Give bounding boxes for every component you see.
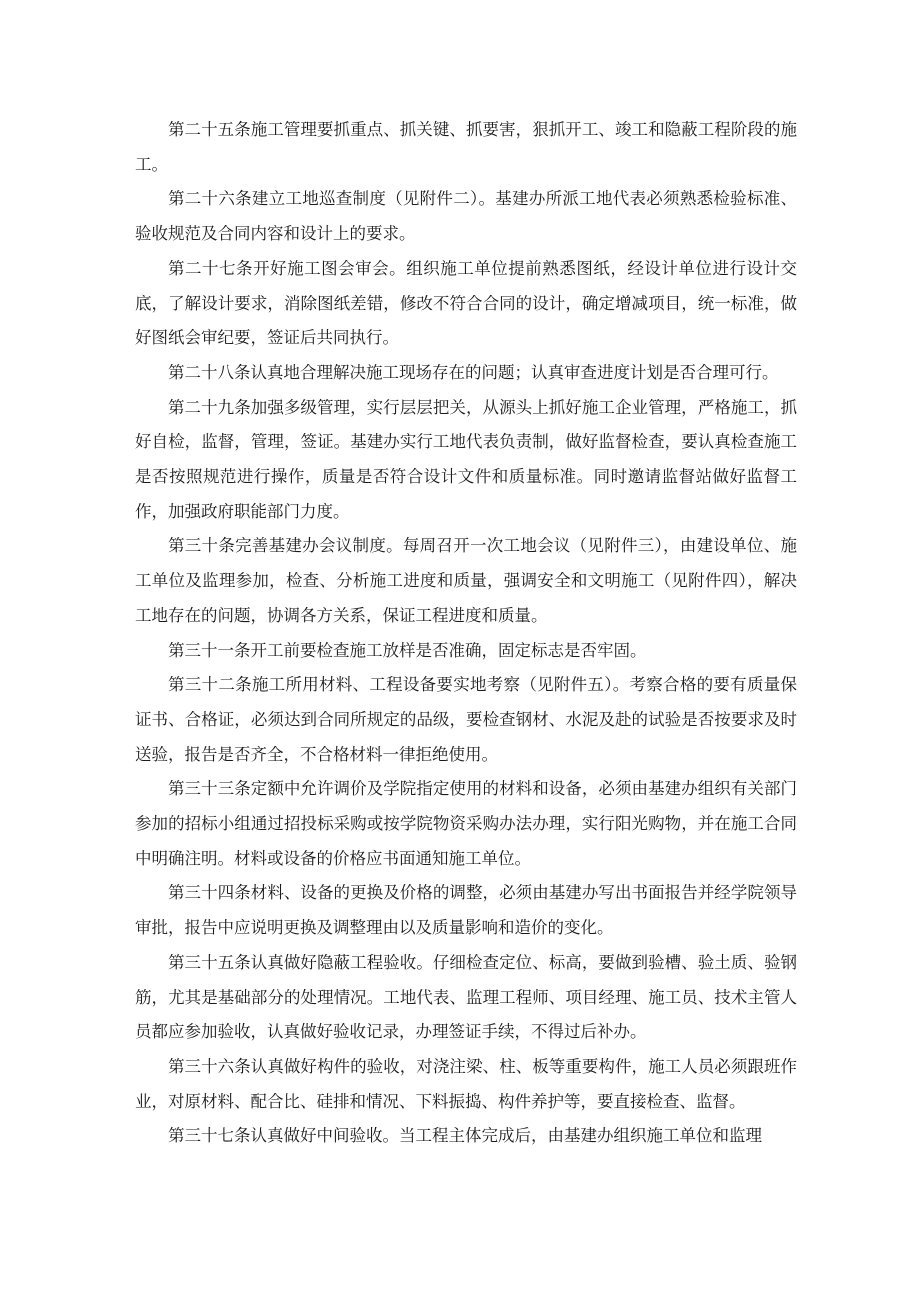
article-32-paragraph: 第三十二条施工所用材料、工程设备要实地考察（见附件五）。考察合格的要有质量保证书、合格证，必须达到合同所规定的品级，要检查钢材、水泥及赴的试验是否按要求及时送验，报告是否齐全，不合格材料一律拒绝使用。	[135, 675, 797, 764]
article-26-paragraph: 第二十六条建立工地巡查制度（见附件二）。基建办所派工地代表必须熟悉检验标准、验收规范及合同内容和设计上的要求。	[135, 189, 797, 244]
article-27-paragraph: 第二十七条开好施工图会审会。组织施工单位提前熟悉图纸，经设计单位进行设计交底，了解设计要求，消除图纸差错，修改不符合合同的设计，确定增减项目，统一标准，做好图纸会审纪要，签证后共同执行。	[135, 258, 797, 348]
article-36-paragraph: 第三十六条认真做好构件的验收，对浇注梁、柱、板等重要构件，施工人员必须跟班作业，对原材料、配合比、硅排和情况、下料振捣、构件养护等，要直接检查、监督。	[135, 1056, 797, 1111]
article-25-paragraph: 第二十五条施工管理要抓重点、抓关键、抓要害，狠抓开工、竣工和隐蔽工程阶段的施工。	[135, 120, 797, 174]
article-30-paragraph: 第三十条完善基建办会议制度。每周召开一次工地会议（见附件三），由建设单位、施工单位及监理参加，检查、分析施工进度和质量，强调安全和文明施工（见附件四），解决工地存在的问题，协调各方关系，保证工程进度和质量。	[135, 536, 797, 625]
document-body	[135, 113, 797, 1154]
article-31-paragraph: 第三十一条开工前要检查施工放样是否准确，固定标志是否牢固。	[168, 640, 647, 660]
article-34-paragraph: 第三十四条材料、设备的更换及价格的调整，必须由基建办写出书面报告并经学院领导审批，报告中应说明更换及调整理由以及质量影响和造价的变化。	[135, 883, 797, 938]
article-35-paragraph: 第三十五条认真做好隐蔽工程验收。仔细检查定位、标高，要做到验槽、验土质、验钢筋，尤其是基础部分的处理情况。工地代表、监理工程师、项目经理、施工员、技术主管人员都应参加验收，认真做好验收记录，办理签证手续，不得过后补办。	[135, 952, 797, 1042]
article-37-paragraph: 第三十七条认真做好中间验收。当工程主体完成后，由基建办组织施工单位和监理	[168, 1126, 762, 1146]
article-33-paragraph: 第三十三条定额中允许调价及学院指定使用的材料和设备，必须由基建办组织有关部门参加的招标小组通过招投标采购或按学院物资采购办法办理，实行阳光购物，并在施工合同中明确注明。材料或设备的价格应书面通知施工单位。	[135, 779, 797, 868]
article-29-paragraph: 第二十九条加强多级管理，实行层层把关，从源头上抓好施工企业管理，严格施工，抓好自检，监督，管理，签证。基建办实行工地代表负责制，做好监督检查，要认真检查施工是否按照规范进行操作，质量是否符合设计文件和质量标准。同时邀请监督站做好监督工作，加强政府职能部门力度。	[135, 397, 797, 521]
article-28-paragraph: 第二十八条认真地合理解决施工现场存在的问题；认真审查进度计划是否合理可行。	[168, 362, 779, 382]
